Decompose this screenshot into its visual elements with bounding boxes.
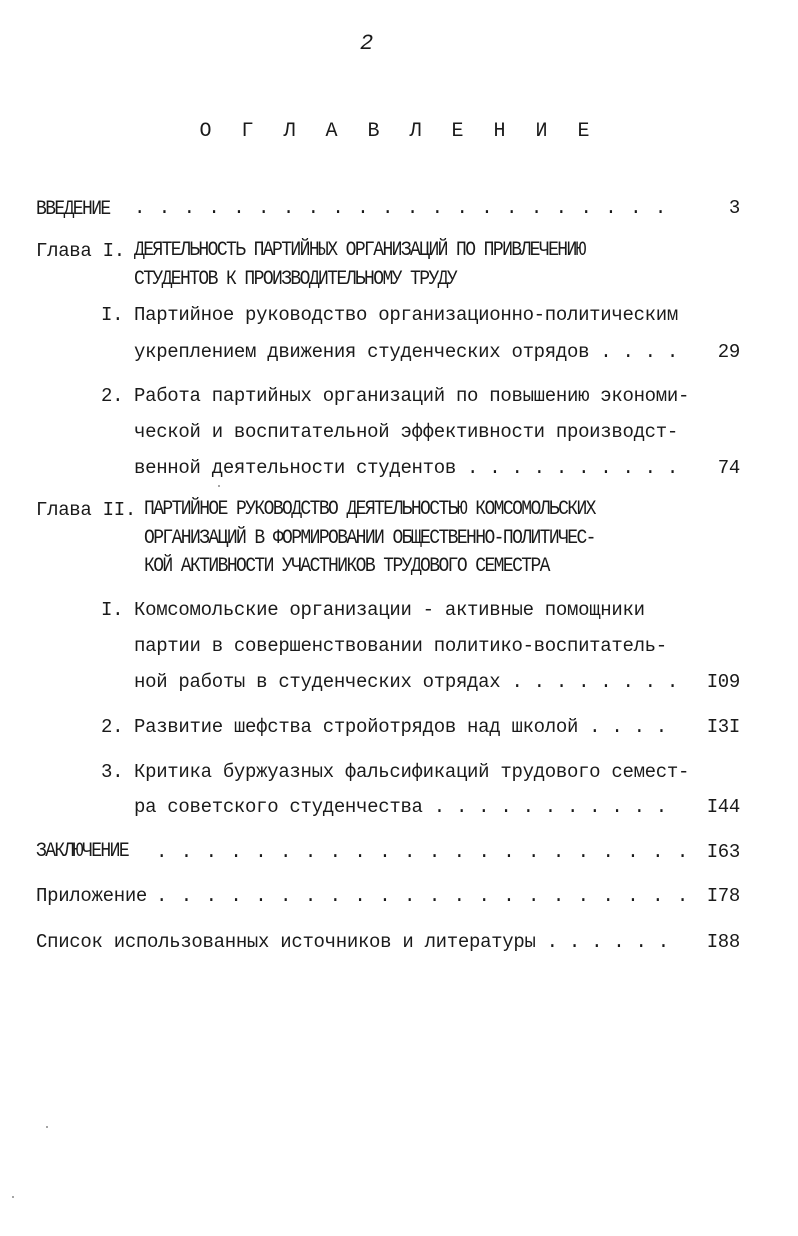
ch2-section3-page: I44 [706, 796, 740, 818]
toc-intro-dots: . . . . . . . . . . . . . . . . . . . . . . [134, 197, 668, 219]
chapter1-title-line: СТУДЕНТОВ К ПРОИЗВОДИТЕЛЬНОМУ ТРУДУ [134, 268, 457, 291]
chapter2-title-line: КОЙ АКТИВНОСТИ УЧАСТНИКОВ ТРУДОВОГО СЕМЕСТРА [144, 555, 549, 578]
page-number: 2 [360, 31, 373, 56]
ch1-section1-line: Партийное руководство организационно-политическим [134, 304, 678, 326]
ch2-section1-number: I. [101, 599, 124, 621]
chapter2-label: Глава II. [36, 499, 136, 521]
ch2-section2-number: 2. [101, 716, 124, 738]
toc-conclusion-dots: . . . . . . . . . . . . . . . . . . . . . . [156, 841, 690, 863]
toc-appendix-label: Приложение [36, 885, 148, 907]
ch1-section2-page: 74 [717, 457, 740, 479]
toc-conclusion-label: ЗАКЛЮЧЕНИЕ [36, 840, 129, 863]
ch2-section3-line: Критика буржуазных фальсификаций трудового семест- [134, 761, 690, 783]
ch1-section1-line: укреплением движения студенческих отрядов . . . . [134, 341, 678, 363]
ch2-section1-line: ной работы в студенческих отрядах . . . . . . . . [134, 671, 678, 693]
ch2-section2-page: I3I [706, 716, 740, 738]
scan-speck [46, 1126, 48, 1128]
ch2-section1-line: партии в совершенствовании политико-воспитатель- [134, 635, 667, 657]
ch1-section1-number: I. [101, 304, 124, 326]
toc-sources-page: I88 [706, 931, 740, 953]
ch1-section2-line: венной деятельности студентов . . . . . . . . . . [134, 457, 678, 479]
ch2-section3-line: ра советского студенчества . . . . . . . . . . . [134, 796, 667, 818]
ch2-section2-line: Развитие шефства стройотрядов над школой . . . . [134, 716, 667, 738]
toc-intro-page: 3 [728, 197, 740, 219]
scan-speck [218, 485, 220, 487]
page-title: О Г Л А В Л Е Н И Е [199, 120, 599, 143]
toc-sources-label: Список использованных источников и литературы . . . . . . [36, 931, 669, 953]
ch2-section3-number: 3. [101, 761, 124, 783]
toc-appendix-dots: . . . . . . . . . . . . . . . . . . . . . . [156, 885, 690, 907]
ch1-section2-number: 2. [101, 385, 124, 407]
ch2-section1-page: I09 [706, 671, 740, 693]
ch1-section2-line: ческой и воспитательной эффективности производст- [134, 421, 678, 443]
ch2-section1-line: Комсомольские организации - активные помощники [134, 599, 645, 621]
ch1-section1-page: 29 [717, 341, 740, 363]
chapter1-label: Глава I. [36, 240, 125, 262]
scan-speck [12, 1196, 14, 1198]
toc-intro-label: ВВЕДЕНИЕ [36, 198, 110, 221]
chapter2-title-line: ПАРТИЙНОЕ РУКОВОДСТВО ДЕЯТЕЛЬНОСТЬЮ КОМСОМОЛЬСКИХ [144, 498, 595, 521]
ch1-section2-line: Работа партийных организаций по повышению экономи- [134, 385, 690, 407]
toc-appendix-page: I78 [706, 885, 740, 907]
toc-conclusion-page: I63 [706, 841, 740, 863]
chapter1-title-line: ДЕЯТЕЛЬНОСТЬ ПАРТИЙНЫХ ОРГАНИЗАЦИЙ ПО ПРИВЛЕЧЕНИЮ [134, 239, 585, 262]
chapter2-title-line: ОРГАНИЗАЦИЙ В ФОРМИРОВАНИИ ОБЩЕСТВЕННО-ПОЛИТИЧЕС- [144, 527, 595, 550]
